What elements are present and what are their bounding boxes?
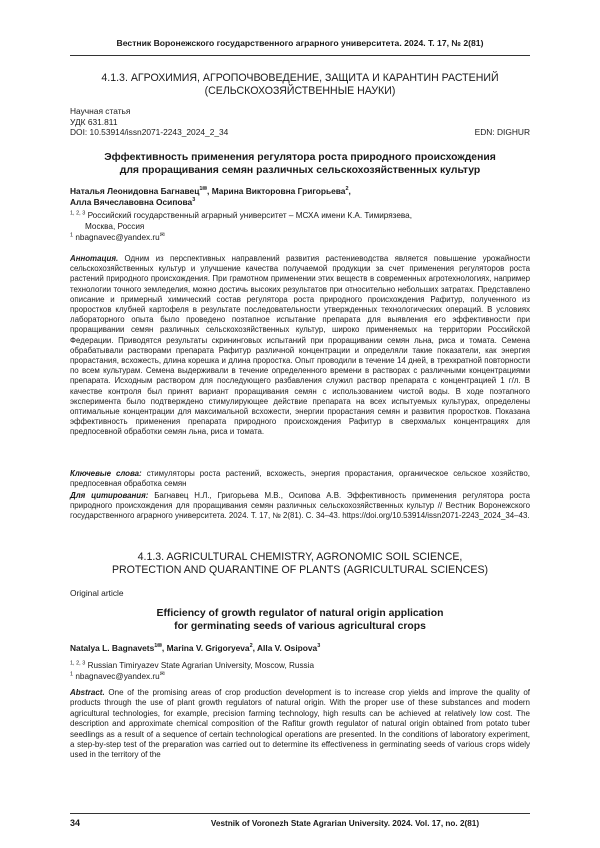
citation-label-ru: Для цитирования:: [70, 491, 149, 500]
affiliation-ru-sup: 1, 2, 3: [70, 210, 86, 217]
header-divider: [70, 55, 530, 56]
article-type-en: Original article: [70, 588, 124, 598]
author-3-en-sup: 3: [317, 643, 321, 650]
email-link-ru[interactable]: nbagnavec@yandex.ru: [75, 233, 160, 242]
journal-header: Вестник Воронежского государственного аграрного университета. 2024. Т. 17, № 2(81): [116, 38, 484, 48]
footer-divider: [70, 813, 530, 814]
doi-link[interactable]: DOI: 10.53914/issn2071-2243_2024_2_34: [70, 127, 229, 138]
abstract-text-en: One of the promising areas of crop production development is to increase crop yields and improve the quality of products through the use of plant growth regulators of natural origin. With the proper use of these substances and modern agricultural technologies, for example, precision farming technology, high results can be achieved at relatively low cost. The description and approximate chemical composition of the Rafitur growth regulator of natural origin obtained from potato tuber seedlings as a result of a sequence of certain technological operations are presented. In the conditions of laboratory experiment, a step-by-step test of the preparation was carried out to determine its effectiveness in germinating seeds of various crops widely used in the territory of the: [70, 688, 530, 760]
author-1-ru: Наталья Леонидовна Багнавец: [70, 186, 200, 196]
article-title-ru-line2: для проращивания семян различных сельскохозяйственных культур: [119, 165, 481, 176]
citation-ru: [70, 491, 530, 522]
article-meta-ru: [70, 106, 530, 138]
abstract-label-en: Abstract.: [70, 688, 105, 697]
keywords-ru: [70, 469, 530, 489]
edn-code: EDN: DIGHUR: [474, 127, 530, 138]
abstract-label-ru: Аннотация.: [70, 254, 119, 263]
author-1-en-sup: 1✉: [154, 643, 162, 650]
email-en-sup: 1: [70, 671, 74, 678]
author-1-en: Natalya L. Bagnavets: [70, 643, 155, 653]
article-title-en-line2: for germinating seeds of various agricultural crops: [174, 621, 426, 632]
section-heading-en-line2: PROTECTION AND QUARANTINE OF PLANTS (AGRICULTURAL SCIENCES): [111, 564, 489, 576]
author-3-en: Alla V. Osipova: [257, 643, 318, 653]
author-2-ru-sup: 2: [345, 186, 349, 193]
section-heading-en-line1: 4.1.3. AGRICULTURAL CHEMISTRY, AGRONOMIC SOIL SCIENCE,: [137, 551, 463, 563]
author-3-ru: Алла Вячеславовна Осипова: [70, 197, 193, 207]
abstract-en: [70, 688, 530, 761]
author-3-ru-sup: 3: [192, 197, 196, 204]
udk-code: УДК 631.811: [70, 116, 118, 127]
section-heading-ru: [70, 72, 530, 98]
article-title-ru-line1: Эффективность применения регулятора роста природного происхождения: [104, 152, 496, 163]
envelope-icon: ✉: [159, 232, 165, 239]
abstract-text-ru: Одним из перспективных направлений развития растениеводства является повышение урожайности сельскохозяйственных культур и улучшение качества получаемой продукции за счет применения регуляторов роста растений природного происхождения. При грамотном применении этих веществ в современных агротехнологиях, например технологии точного земледелия, можно достичь высоких результатов при относительно небольших затратах. Представлено описание и примерный химический состав регулятора роста природного происхождения Рафитур, полученного из проростков клубней картофеля в результате последовательности утвержденных технологических операций. В условиях лабораторного опыта было проведено поэтапное испытание препарата для выявления его эффективности при проращивании семян различных сельскохозяйственных культур, широко применяемых на территории Российской Федерации. Приводятся результаты скрининговых испытаний при проращивании семян льна, риса и томата. Семена обрабатывали растворами препарата Рафитур различной концентрации и определяли такие показатели, как энергия прорастания, всхожесть, длина корешка и длина проростка. Опыт проводили в течение 14 дней, в трехкратной повторности по всем культурам. Семена выдерживали в течение определенного времени в растворах с различными концентрациями препарата. Исходным раствором для последующего разбавления служил раствор препарата с концентрацией 1 г/л. В качестве контроля был принят вариант проращивания семян с использованием чистой воды. В ходе поэтапного эксперимента было подтверждено стимулирующее действие препарата на всех испытуемых культурах, определены оптимальные концентрации для максимальной всхожести, энергии прорастания семян и развития проростков. Показана эффективность применения препарата природного происхождения Рафитур в сверхмалых концентрациях для предпосевной обработки семян льна, риса и томата.: [70, 254, 530, 437]
article-title-en-line1: Efficiency of growth regulator of natural origin application: [156, 608, 444, 619]
affiliation-ru-line2: Москва, Россия: [85, 222, 145, 231]
affiliation-ru-line1: Российский государственный аграрный университет – МСХА имени К.А. Тимирязева,: [87, 211, 412, 220]
email-link-en[interactable]: nbagnavec@yandex.ru: [75, 672, 160, 681]
section-heading-ru-line2: (СЕЛЬСКОХОЗЯЙСТВЕННЫЕ НАУКИ): [204, 85, 396, 97]
citation-text-ru: Багнавец Н.Л., Григорьева М.В., Осипова А.В. Эффективность применения регулятора роста природного происхождения для проращивания семян различных сельскохозяйственных культур // Вестник Воронежского государственного аграрного университета. 2024. Т. 17, № 2(81). С. 34–43. https://doi.org/10.53914/issn2071-2243_2024_34–43.: [70, 491, 531, 521]
affiliation-en: [70, 660, 530, 682]
affiliation-en-line1: Russian Timiryazev State Agrarian University, Moscow, Russia: [87, 661, 315, 670]
author-2-en-sup: 2: [249, 643, 253, 650]
section-heading-ru-line1: 4.1.3. АГРОХИМИЯ, АГРОПОЧВОВЕДЕНИЕ, ЗАЩИТА И КАРАНТИН РАСТЕНИЙ: [101, 72, 499, 84]
author-2-ru: Марина Викторовна Григорьева: [211, 186, 346, 196]
authors-ru: Наталья Леонидовна Багнавец$^{1✉}$, Марина Викторовна Григорьева$^2$, Алла Вячеславовна Осипова$^3$: [70, 186, 351, 207]
authors-en: Natalya L. Bagnavets$^{1✉}$, Marina V. Grigoryeva$^2$, Alla V. Osipova$^3$: [70, 643, 321, 653]
keywords-text-ru: стимуляторы роста растений, всхожесть, энергия прорастания, органическое сельское хозяйство, предпосевная обработка семян: [70, 469, 530, 489]
author-1-ru-sup: 1✉: [199, 186, 208, 193]
envelope-icon: ✉: [159, 671, 165, 678]
author-2-en: Marina V. Grigoryeva: [166, 643, 250, 653]
doi-row: [70, 127, 530, 138]
email-ru-sup: 1: [70, 232, 74, 239]
abstract-ru: [70, 254, 530, 438]
page-number: 34: [70, 818, 81, 828]
article-title-en: [70, 607, 530, 633]
keywords-label-ru: Ключевые слова:: [70, 469, 142, 478]
section-heading-en: [70, 551, 530, 577]
journal-footer: Vestnik of Voronezh State Agrarian University. 2024. Vol. 17, no. 2(81): [210, 819, 480, 828]
article-type-ru: Научная статья: [70, 106, 131, 116]
affiliation-en-sup: 1, 2, 3: [70, 660, 86, 667]
affiliation-ru: [70, 210, 530, 243]
article-title-ru: [70, 151, 530, 177]
